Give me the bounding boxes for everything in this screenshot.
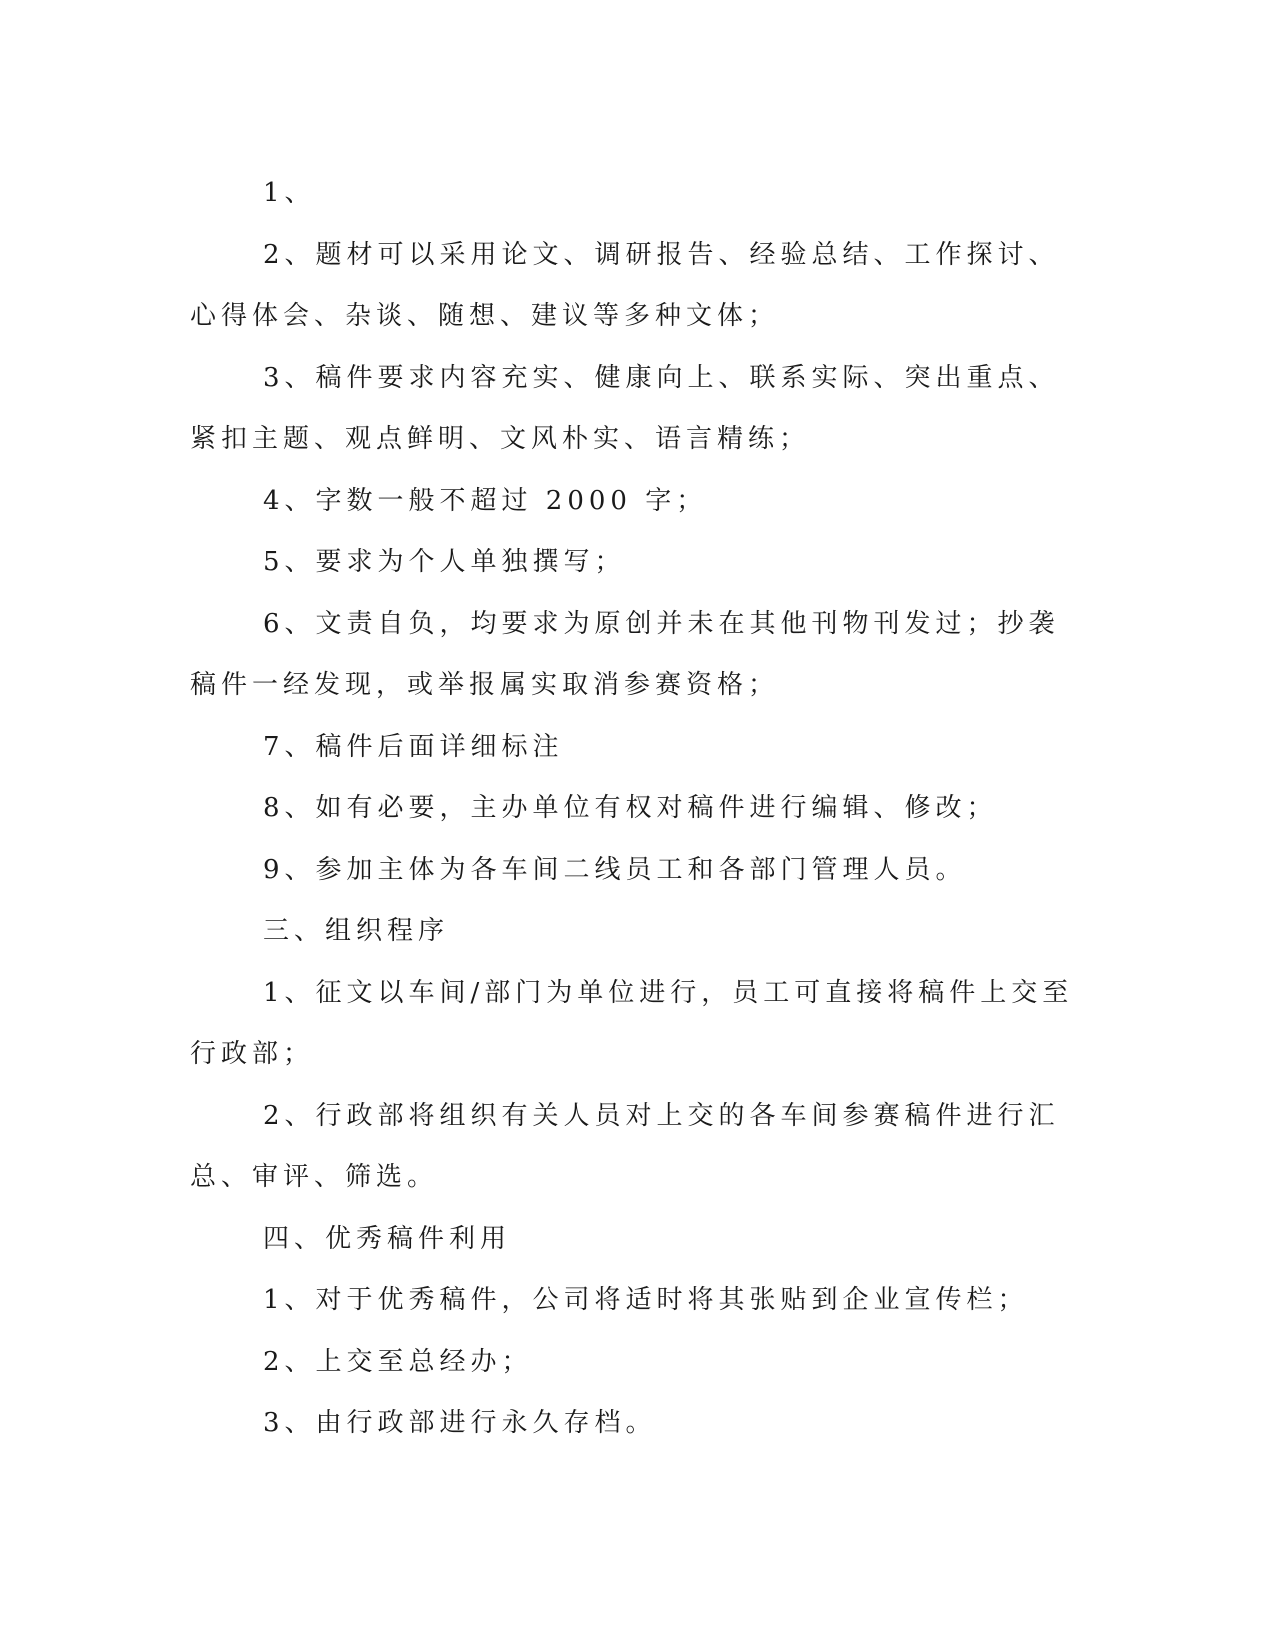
paragraph-org-1: 1、征文以车间/部门为单位进行，员工可直接将稿件上交至行政部； bbox=[190, 977, 1074, 1069]
section-heading-organization: 三、组织程序 bbox=[263, 916, 450, 946]
paragraph-item-2: 2、题材可以采用论文、调研报告、经验总结、工作探讨、心得体会、杂谈、随想、建议等多种文体； bbox=[190, 239, 1060, 331]
document-body bbox=[190, 163, 1075, 1455]
paragraph-item-5: 5、要求为个人单独撰写； bbox=[263, 547, 626, 577]
paragraph-item-6: 6、文责自负，均要求为原创并未在其他刊物刊发过；抄袭稿件一经发现，或举报属实取消参赛资格； bbox=[190, 608, 1060, 700]
paragraph-item-9: 9、参加主体为各车间二线员工和各部门管理人员。 bbox=[263, 854, 967, 885]
paragraph-item-7: 7、稿件后面详细标注 bbox=[263, 731, 564, 762]
paragraph-item-3: 3、稿件要求内容充实、健康向上、联系实际、突出重点、紧扣主题、观点鲜明、文风朴实、语言精练； bbox=[190, 362, 1060, 454]
paragraph-usage-2: 2、上交至总经办； bbox=[263, 1346, 533, 1377]
section-heading-excellent-usage: 四、优秀稿件利用 bbox=[263, 1223, 512, 1254]
paragraph-item-8: 8、如有必要，主办单位有权对稿件进行编辑、修改； bbox=[263, 793, 998, 823]
paragraph-usage-1: 1、对于优秀稿件，公司将适时将其张贴到企业宣传栏； bbox=[263, 1285, 1029, 1315]
paragraph-org-2: 2、行政部将组织有关人员对上交的各车间参赛稿件进行汇总、审评、筛选。 bbox=[190, 1100, 1060, 1192]
paragraph-item-1: 1、 bbox=[263, 178, 316, 208]
paragraph-usage-3: 3、由行政部进行永久存档。 bbox=[263, 1408, 657, 1438]
paragraph-item-4: 4、字数一般不超过 2000 字； bbox=[263, 485, 708, 516]
